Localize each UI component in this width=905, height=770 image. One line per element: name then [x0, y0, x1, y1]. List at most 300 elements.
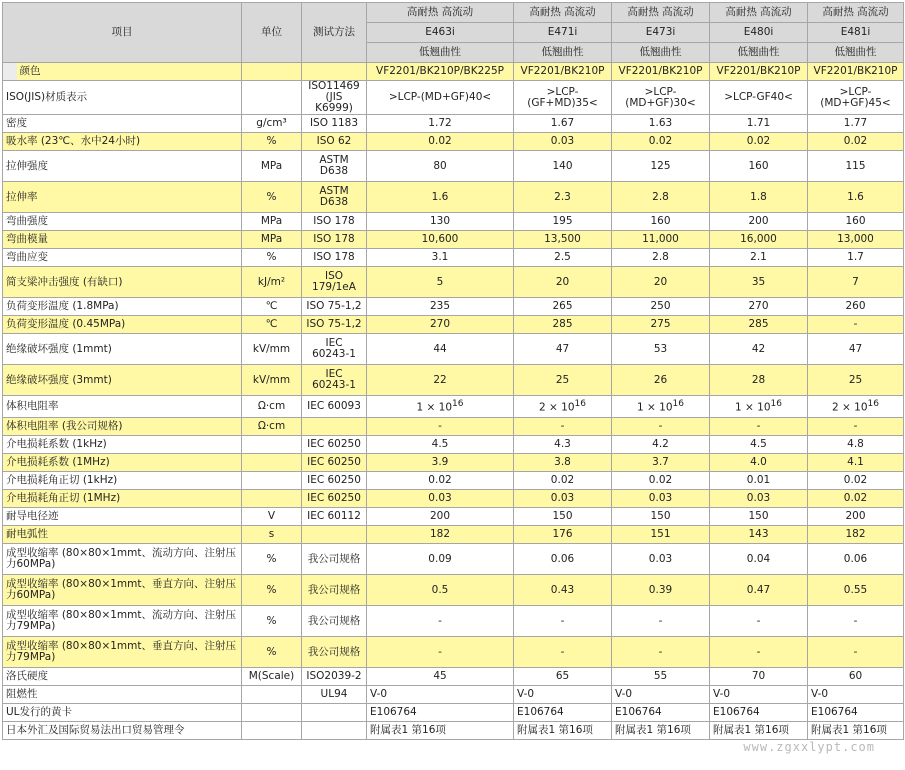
row-method: ISO 178: [302, 249, 367, 267]
value-cell: 270: [367, 316, 514, 334]
value-cell: 1.7: [808, 249, 904, 267]
value-cell: 0.02: [808, 490, 904, 508]
value-cell: 3.7: [612, 454, 710, 472]
row-label: 成型收缩率 (80×80×1mmt、流动方向、注射压力79MPa): [3, 606, 242, 637]
value-cell: 151: [612, 526, 710, 544]
value-cell: 160: [808, 213, 904, 231]
grade-code: E481i: [808, 23, 904, 43]
table-row: [3, 334, 904, 365]
value-cell: 4.5: [367, 436, 514, 454]
value-cell: 2.1: [710, 249, 808, 267]
value-cell: 160: [612, 213, 710, 231]
row-method: 我公司规格: [302, 606, 367, 637]
value-cell: 2.8: [612, 182, 710, 213]
value-cell: 0.02: [808, 472, 904, 490]
grade-code: E473i: [612, 23, 710, 43]
table-row: [3, 704, 904, 722]
value-cell: [710, 396, 808, 418]
grade-feature: 高耐热 高流动: [514, 3, 612, 23]
row-method: IEC 60093: [302, 396, 367, 418]
value-cell: >LCP- (MD+GF)45<: [808, 81, 904, 115]
value-mantissa: 1 × 10: [735, 401, 771, 414]
value-cell: 0.02: [514, 472, 612, 490]
value-cell: 0.02: [367, 133, 514, 151]
row-unit: %: [242, 544, 302, 575]
value-cell: 0.02: [612, 133, 710, 151]
value-cell: 4.3: [514, 436, 612, 454]
value-exponent: 16: [452, 399, 464, 410]
row-label: 介电损耗系数 (1MHz): [3, 454, 242, 472]
value-cell: >LCP-GF40<: [710, 81, 808, 115]
row-unit: [242, 472, 302, 490]
value-cell: 0.43: [514, 575, 612, 606]
value-cell: -: [367, 418, 514, 436]
value-cell: -: [808, 418, 904, 436]
value-cell: -: [514, 606, 612, 637]
row-unit: [242, 436, 302, 454]
grade-code: E480i: [710, 23, 808, 43]
row-unit: [242, 722, 302, 740]
row-label: 阻燃性: [3, 686, 242, 704]
row-unit: [242, 704, 302, 722]
table-row: [3, 418, 904, 436]
table-row: [3, 606, 904, 637]
row-label: UL发行的黄卡: [3, 704, 242, 722]
row-method: ASTM D638: [302, 182, 367, 213]
value-cell: -: [514, 418, 612, 436]
row-label: 介电损耗角正切 (1kHz): [3, 472, 242, 490]
row-label: 成型收缩率 (80×80×1mmt、垂直方向、注射压力60MPa): [3, 575, 242, 606]
row-unit: kV/mm: [242, 365, 302, 396]
row-method: IEC 60243-1: [302, 365, 367, 396]
row-unit: ℃: [242, 298, 302, 316]
row-unit: [242, 454, 302, 472]
table-row: [3, 316, 904, 334]
value-cell: 53: [612, 334, 710, 365]
value-cell: 0.03: [367, 490, 514, 508]
value-cell: 附属表1 第16项: [514, 722, 612, 740]
value-cell: -: [367, 637, 514, 668]
row-unit: MPa: [242, 151, 302, 182]
table-row: [3, 526, 904, 544]
table-row: [3, 267, 904, 298]
value-cell: E106764: [514, 704, 612, 722]
table-row: [3, 115, 904, 133]
value-cell: >LCP- (MD+GF)30<: [612, 81, 710, 115]
value-mantissa: 1 × 10: [416, 401, 453, 414]
row-unit: [242, 81, 302, 115]
row-method: ISO 178: [302, 231, 367, 249]
row-label: 耐电弧性: [3, 526, 242, 544]
table-row: [3, 365, 904, 396]
value-cell: 125: [612, 151, 710, 182]
value-cell: 150: [710, 508, 808, 526]
value-cell: VF2201/BK210P/BK225P: [367, 63, 514, 81]
value-mantissa: 2 × 10: [832, 401, 868, 414]
grade-sub: 低翘曲性: [710, 43, 808, 63]
value-cell: 0.03: [612, 490, 710, 508]
value-cell: 0.06: [514, 544, 612, 575]
value-cell: 200: [710, 213, 808, 231]
table-row: [3, 490, 904, 508]
value-cell: 70: [710, 668, 808, 686]
row-label: 体积电阻率 (我公司规格): [3, 418, 242, 436]
value-cell: 4.0: [710, 454, 808, 472]
value-cell: 附属表1 第16项: [710, 722, 808, 740]
row-unit: Ω·cm: [242, 418, 302, 436]
value-cell: 35: [710, 267, 808, 298]
row-method: IEC 60250: [302, 472, 367, 490]
value-cell: 附属表1 第16项: [612, 722, 710, 740]
row-label: 吸水率 (23℃、水中24小时): [3, 133, 242, 151]
table-row: [3, 686, 904, 704]
value-cell: 143: [710, 526, 808, 544]
grade-code: E463i: [367, 23, 514, 43]
value-cell: 130: [367, 213, 514, 231]
value-cell: 0.01: [710, 472, 808, 490]
value-cell: 10,600: [367, 231, 514, 249]
row-label: 成型收缩率 (80×80×1mmt、垂直方向、注射压力79MPa): [3, 637, 242, 668]
row-method: IEC 60250: [302, 490, 367, 508]
header-method: 测试方法: [302, 3, 367, 63]
row-method: ISO 75-1,2: [302, 316, 367, 334]
value-exponent: 16: [867, 399, 879, 410]
row-unit: %: [242, 606, 302, 637]
value-cell: 1.8: [710, 182, 808, 213]
value-cell: 13,500: [514, 231, 612, 249]
value-cell: 285: [710, 316, 808, 334]
grade-sub: 低翘曲性: [612, 43, 710, 63]
value-cell: 200: [808, 508, 904, 526]
value-cell: [367, 396, 514, 418]
value-cell: 22: [367, 365, 514, 396]
grade-code: E471i: [514, 23, 612, 43]
value-cell: 0.09: [367, 544, 514, 575]
value-cell: 160: [710, 151, 808, 182]
value-cell: 235: [367, 298, 514, 316]
table-header: [3, 3, 904, 63]
row-label: 绝缘破坏强度 (1mmt): [3, 334, 242, 365]
value-cell: V-0: [514, 686, 612, 704]
value-cell: 3.1: [367, 249, 514, 267]
value-cell: 25: [514, 365, 612, 396]
value-cell: [612, 396, 710, 418]
row-unit: MPa: [242, 213, 302, 231]
value-cell: 4.5: [710, 436, 808, 454]
value-cell: V-0: [808, 686, 904, 704]
row-method: [302, 526, 367, 544]
row-label: 弯曲应变: [3, 249, 242, 267]
value-exponent: 16: [574, 399, 586, 410]
value-cell: 1.72: [367, 115, 514, 133]
table-row: [3, 544, 904, 575]
value-cell: 47: [514, 334, 612, 365]
row-unit: %: [242, 133, 302, 151]
value-cell: 47: [808, 334, 904, 365]
value-cell: 26: [612, 365, 710, 396]
row-method: [302, 63, 367, 81]
table-row: [3, 575, 904, 606]
value-cell: 44: [367, 334, 514, 365]
value-cell: 176: [514, 526, 612, 544]
value-cell: 0.39: [612, 575, 710, 606]
value-cell: 25: [808, 365, 904, 396]
table-row: [3, 722, 904, 740]
value-cell: V-0: [612, 686, 710, 704]
value-cell: 45: [367, 668, 514, 686]
value-cell: E106764: [808, 704, 904, 722]
row-method: ISO2039-2: [302, 668, 367, 686]
value-cell: 20: [612, 267, 710, 298]
row-method: ISO 75-1,2: [302, 298, 367, 316]
row-method: IEC 60112: [302, 508, 367, 526]
grade-sub: 低翘曲性: [808, 43, 904, 63]
grade-feature: 高耐热 高流动: [612, 3, 710, 23]
row-label: 耐导电径迹: [3, 508, 242, 526]
header-item: 项目: [3, 3, 242, 63]
grade-sub: 低翘曲性: [367, 43, 514, 63]
value-cell: 182: [367, 526, 514, 544]
value-cell: 195: [514, 213, 612, 231]
table-row: [3, 81, 904, 115]
row-method: ASTM D638: [302, 151, 367, 182]
value-cell: [808, 396, 904, 418]
header-unit: 单位: [242, 3, 302, 63]
row-unit: Ω·cm: [242, 396, 302, 418]
row-label: 拉伸率: [3, 182, 242, 213]
table-row: [3, 213, 904, 231]
value-mantissa: 1 × 10: [637, 401, 673, 414]
row-unit: [242, 63, 302, 81]
value-cell: 4.1: [808, 454, 904, 472]
row-unit: g/cm³: [242, 115, 302, 133]
value-cell: 1.67: [514, 115, 612, 133]
value-cell: 270: [710, 298, 808, 316]
table-row: [3, 454, 904, 472]
value-cell: 0.47: [710, 575, 808, 606]
row-label: 拉伸强度: [3, 151, 242, 182]
table-row: [3, 668, 904, 686]
value-cell: 1.71: [710, 115, 808, 133]
value-cell: 0.04: [710, 544, 808, 575]
row-unit: MPa: [242, 231, 302, 249]
value-cell: -: [808, 316, 904, 334]
row-unit: %: [242, 182, 302, 213]
value-cell: -: [710, 637, 808, 668]
row-label: 介电损耗系数 (1kHz): [3, 436, 242, 454]
row-label: 洛氏硬度: [3, 668, 242, 686]
value-cell: 80: [367, 151, 514, 182]
value-cell: 0.02: [710, 133, 808, 151]
table-row: [3, 472, 904, 490]
value-cell: 1.6: [367, 182, 514, 213]
value-cell: 13,000: [808, 231, 904, 249]
row-unit: kJ/m²: [242, 267, 302, 298]
row-method: 我公司规格: [302, 575, 367, 606]
value-cell: 200: [367, 508, 514, 526]
value-cell: 4.2: [612, 436, 710, 454]
table-row: [3, 298, 904, 316]
watermark-stamp: www.zgxxlypt.com: [743, 740, 875, 754]
row-label: 弯曲强度: [3, 213, 242, 231]
row-unit: M(Scale): [242, 668, 302, 686]
value-cell: 42: [710, 334, 808, 365]
row-method: IEC 60243-1: [302, 334, 367, 365]
row-method: IEC 60250: [302, 454, 367, 472]
row-unit: [242, 686, 302, 704]
value-cell: 260: [808, 298, 904, 316]
value-cell: 275: [612, 316, 710, 334]
value-cell: 3.8: [514, 454, 612, 472]
value-cell: 0.03: [710, 490, 808, 508]
row-label: 颜色: [17, 63, 242, 81]
value-cell: VF2201/BK210P: [808, 63, 904, 81]
value-cell: 附属表1 第16项: [367, 722, 514, 740]
value-cell: 250: [612, 298, 710, 316]
value-cell: V-0: [367, 686, 514, 704]
row-method: ISO 62: [302, 133, 367, 151]
value-cell: 3.9: [367, 454, 514, 472]
row-method: ISO 178: [302, 213, 367, 231]
value-cell: 55: [612, 668, 710, 686]
row-label: 负荷变形温度 (0.45MPa): [3, 316, 242, 334]
row-unit: %: [242, 637, 302, 668]
row-unit: s: [242, 526, 302, 544]
value-cell: -: [808, 606, 904, 637]
value-cell: 11,000: [612, 231, 710, 249]
row-unit: kV/mm: [242, 334, 302, 365]
value-cell: -: [808, 637, 904, 668]
value-cell: V-0: [710, 686, 808, 704]
row-method: UL94: [302, 686, 367, 704]
table-row: [3, 63, 904, 81]
table-row: [3, 151, 904, 182]
value-cell: 150: [514, 508, 612, 526]
row-label: 简支梁冲击强度 (有缺口): [3, 267, 242, 298]
value-cell: 265: [514, 298, 612, 316]
value-cell: 0.02: [612, 472, 710, 490]
grade-feature: 高耐热 高流动: [710, 3, 808, 23]
value-mantissa: 2 × 10: [539, 401, 575, 414]
grade-feature: 高耐热 高流动: [808, 3, 904, 23]
row-label: 日本外汇及国际贸易法出口贸易管理令: [3, 722, 242, 740]
value-cell: 0.5: [367, 575, 514, 606]
value-cell: 182: [808, 526, 904, 544]
value-cell: 1.63: [612, 115, 710, 133]
row-method: 我公司规格: [302, 637, 367, 668]
table-row: [3, 637, 904, 668]
table-row: [3, 231, 904, 249]
value-cell: E106764: [612, 704, 710, 722]
row-unit: %: [242, 575, 302, 606]
row-marker: [3, 63, 17, 81]
value-cell: 0.02: [367, 472, 514, 490]
value-exponent: 16: [770, 399, 782, 410]
row-unit: V: [242, 508, 302, 526]
value-cell: E106764: [710, 704, 808, 722]
value-cell: VF2201/BK210P: [612, 63, 710, 81]
value-cell: -: [612, 418, 710, 436]
value-cell: 2.3: [514, 182, 612, 213]
table-row: [3, 508, 904, 526]
row-label: 负荷变形温度 (1.8MPa): [3, 298, 242, 316]
row-method: [302, 418, 367, 436]
value-cell: E106764: [367, 704, 514, 722]
row-method: ISO 179/1eA: [302, 267, 367, 298]
value-cell: VF2201/BK210P: [710, 63, 808, 81]
value-cell: 4.8: [808, 436, 904, 454]
row-label: ISO(JIS)材质表示: [3, 81, 242, 115]
value-cell: [514, 396, 612, 418]
row-label: 密度: [3, 115, 242, 133]
value-cell: -: [710, 418, 808, 436]
value-cell: 28: [710, 365, 808, 396]
value-cell: -: [612, 637, 710, 668]
spec-table: [2, 2, 904, 740]
value-cell: 1.77: [808, 115, 904, 133]
table-row: [3, 249, 904, 267]
row-label: 体积电阻率: [3, 396, 242, 418]
row-unit: [242, 490, 302, 508]
value-cell: 2.8: [612, 249, 710, 267]
row-label: 绝缘破坏强度 (3mmt): [3, 365, 242, 396]
value-cell: 附属表1 第16项: [808, 722, 904, 740]
value-cell: 5: [367, 267, 514, 298]
value-cell: 65: [514, 668, 612, 686]
row-method: ISO11469 (JIS K6999): [302, 81, 367, 115]
row-method: [302, 722, 367, 740]
value-cell: -: [710, 606, 808, 637]
grade-sub: 低翘曲性: [514, 43, 612, 63]
value-cell: 0.02: [808, 133, 904, 151]
value-cell: -: [612, 606, 710, 637]
value-cell: 115: [808, 151, 904, 182]
row-label: 弯曲模量: [3, 231, 242, 249]
value-cell: 0.03: [514, 133, 612, 151]
row-unit: ℃: [242, 316, 302, 334]
row-method: IEC 60250: [302, 436, 367, 454]
value-cell: 1.6: [808, 182, 904, 213]
row-label: 成型收缩率 (80×80×1mmt、流动方向、注射压力60MPa): [3, 544, 242, 575]
value-cell: 285: [514, 316, 612, 334]
row-unit: %: [242, 249, 302, 267]
table-row: [3, 436, 904, 454]
value-cell: 2.5: [514, 249, 612, 267]
value-cell: 0.03: [612, 544, 710, 575]
value-cell: 0.55: [808, 575, 904, 606]
row-method: [302, 704, 367, 722]
row-method: 我公司规格: [302, 544, 367, 575]
value-cell: >LCP- (GF+MD)35<: [514, 81, 612, 115]
table-row: [3, 396, 904, 418]
table-row: [3, 182, 904, 213]
value-cell: >LCP-(MD+GF)40<: [367, 81, 514, 115]
value-cell: 60: [808, 668, 904, 686]
value-cell: 0.03: [514, 490, 612, 508]
table-body: [3, 63, 904, 740]
value-cell: -: [514, 637, 612, 668]
row-method: ISO 1183: [302, 115, 367, 133]
row-label: 介电损耗角正切 (1MHz): [3, 490, 242, 508]
value-cell: 140: [514, 151, 612, 182]
table-row: [3, 133, 904, 151]
value-cell: 150: [612, 508, 710, 526]
grade-feature: 高耐热 高流动: [367, 3, 514, 23]
value-exponent: 16: [672, 399, 684, 410]
value-cell: 7: [808, 267, 904, 298]
value-cell: 16,000: [710, 231, 808, 249]
value-cell: 0.06: [808, 544, 904, 575]
